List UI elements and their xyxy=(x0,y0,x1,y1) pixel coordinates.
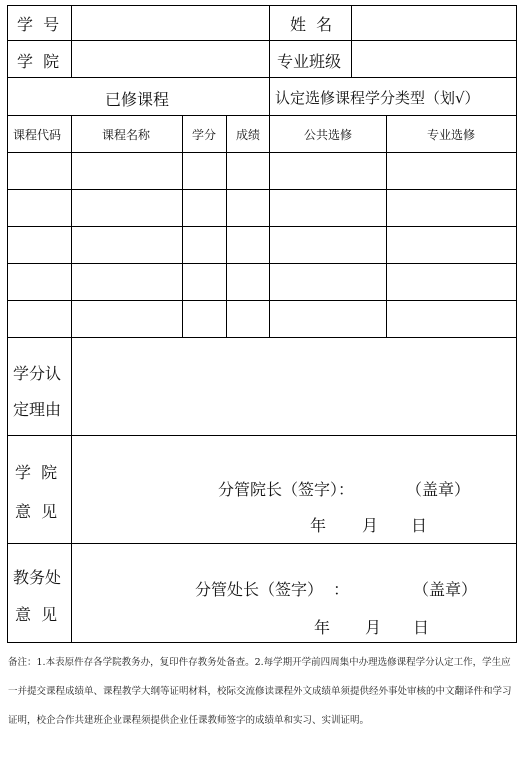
class-field[interactable] xyxy=(352,41,516,77)
course-code-cell[interactable] xyxy=(8,301,71,337)
college-date-month: 月 xyxy=(362,516,379,535)
name-field[interactable] xyxy=(352,6,516,40)
header-major-elective: 专业选修 xyxy=(427,128,476,142)
border-right xyxy=(516,5,517,643)
credit-recognition-form xyxy=(7,5,517,643)
course-code-cell[interactable] xyxy=(8,264,71,300)
college-seal: （盖章） xyxy=(406,480,471,499)
office-opinion-label-line2: 意 见 xyxy=(15,605,58,624)
office-head-signature: 分管处长（签字） ： xyxy=(195,580,350,599)
college-label: 学 院 xyxy=(17,52,60,71)
college-dean-signature: 分管院长（签字）： xyxy=(218,480,355,499)
public-elective-cell[interactable] xyxy=(270,190,386,226)
score-cell[interactable] xyxy=(227,301,269,337)
header-credit: 学分 xyxy=(192,128,217,142)
credit-cell[interactable] xyxy=(183,227,226,263)
border-bottom xyxy=(7,642,517,643)
major-elective-cell[interactable] xyxy=(387,153,516,189)
vline-mid-col xyxy=(269,5,270,77)
score-cell[interactable] xyxy=(227,190,269,226)
college-opinion-label-line1: 学 院 xyxy=(15,463,58,482)
course-name-cell[interactable] xyxy=(72,190,182,226)
credit-cell[interactable] xyxy=(183,153,226,189)
course-name-cell[interactable] xyxy=(72,301,182,337)
credit-cell[interactable] xyxy=(183,190,226,226)
vline-row3 xyxy=(269,77,270,115)
college-date-year: 年 xyxy=(310,516,327,535)
course-code-cell[interactable] xyxy=(8,227,71,263)
office-opinion-label-line1: 教务处 xyxy=(13,568,62,587)
office-seal: （盖章） xyxy=(413,580,478,599)
office-date-year: 年 xyxy=(314,618,331,637)
reason-label-line1: 学分认 xyxy=(13,364,62,383)
credit-cell[interactable] xyxy=(183,264,226,300)
header-course-name: 课程名称 xyxy=(102,128,151,142)
credit-type-label: 认定选修课程学分类型（划√） xyxy=(275,89,480,107)
public-elective-cell[interactable] xyxy=(270,301,386,337)
college-opinion-label-line2: 意 见 xyxy=(15,502,58,521)
public-elective-cell[interactable] xyxy=(270,264,386,300)
divider-row2 xyxy=(7,77,517,78)
header-course-code: 课程代码 xyxy=(13,128,62,142)
course-name-cell[interactable] xyxy=(72,264,182,300)
course-code-cell[interactable] xyxy=(8,190,71,226)
college-field[interactable] xyxy=(72,41,269,77)
major-elective-cell[interactable] xyxy=(387,264,516,300)
name-label: 姓 名 xyxy=(290,15,333,34)
major-elective-cell[interactable] xyxy=(387,227,516,263)
public-elective-cell[interactable] xyxy=(270,153,386,189)
student-id-label: 学 号 xyxy=(17,15,60,34)
office-date-month: 月 xyxy=(365,618,382,637)
office-date-day: 日 xyxy=(413,618,430,637)
major-elective-cell[interactable] xyxy=(387,190,516,226)
footnote: 备注：1.本表原件存各学院教务办，复印件存教务处备查。2.每学期开学前四周集中办理选修课程学分认定工作，学生应一并提交课程成绩单、课程教学大纲等证明材料，校际交流修读课程外文成绩单须提供经外事处审核的中文翻译件和学习证明，校企合作共建班企业课程须提供企业任课教师签字的成绩单和实习、实训证明。 xyxy=(8,657,512,726)
major-elective-cell[interactable] xyxy=(387,301,516,337)
header-public-elective: 公共选修 xyxy=(304,128,353,142)
student-id-field[interactable] xyxy=(72,6,269,40)
divider-row3 xyxy=(7,115,517,116)
college-date-day: 日 xyxy=(411,516,428,535)
public-elective-cell[interactable] xyxy=(270,227,386,263)
course-name-cell[interactable] xyxy=(72,153,182,189)
header-score: 成绩 xyxy=(236,128,261,142)
course-code-cell[interactable] xyxy=(8,153,71,189)
course-name-cell[interactable] xyxy=(72,227,182,263)
credit-cell[interactable] xyxy=(183,301,226,337)
score-cell[interactable] xyxy=(227,264,269,300)
class-label: 专业班级 xyxy=(277,52,342,71)
reason-field[interactable] xyxy=(72,338,516,435)
score-cell[interactable] xyxy=(227,227,269,263)
taken-courses-label: 已修课程 xyxy=(105,90,170,109)
score-cell[interactable] xyxy=(227,153,269,189)
reason-label-line2: 定理由 xyxy=(13,400,62,419)
